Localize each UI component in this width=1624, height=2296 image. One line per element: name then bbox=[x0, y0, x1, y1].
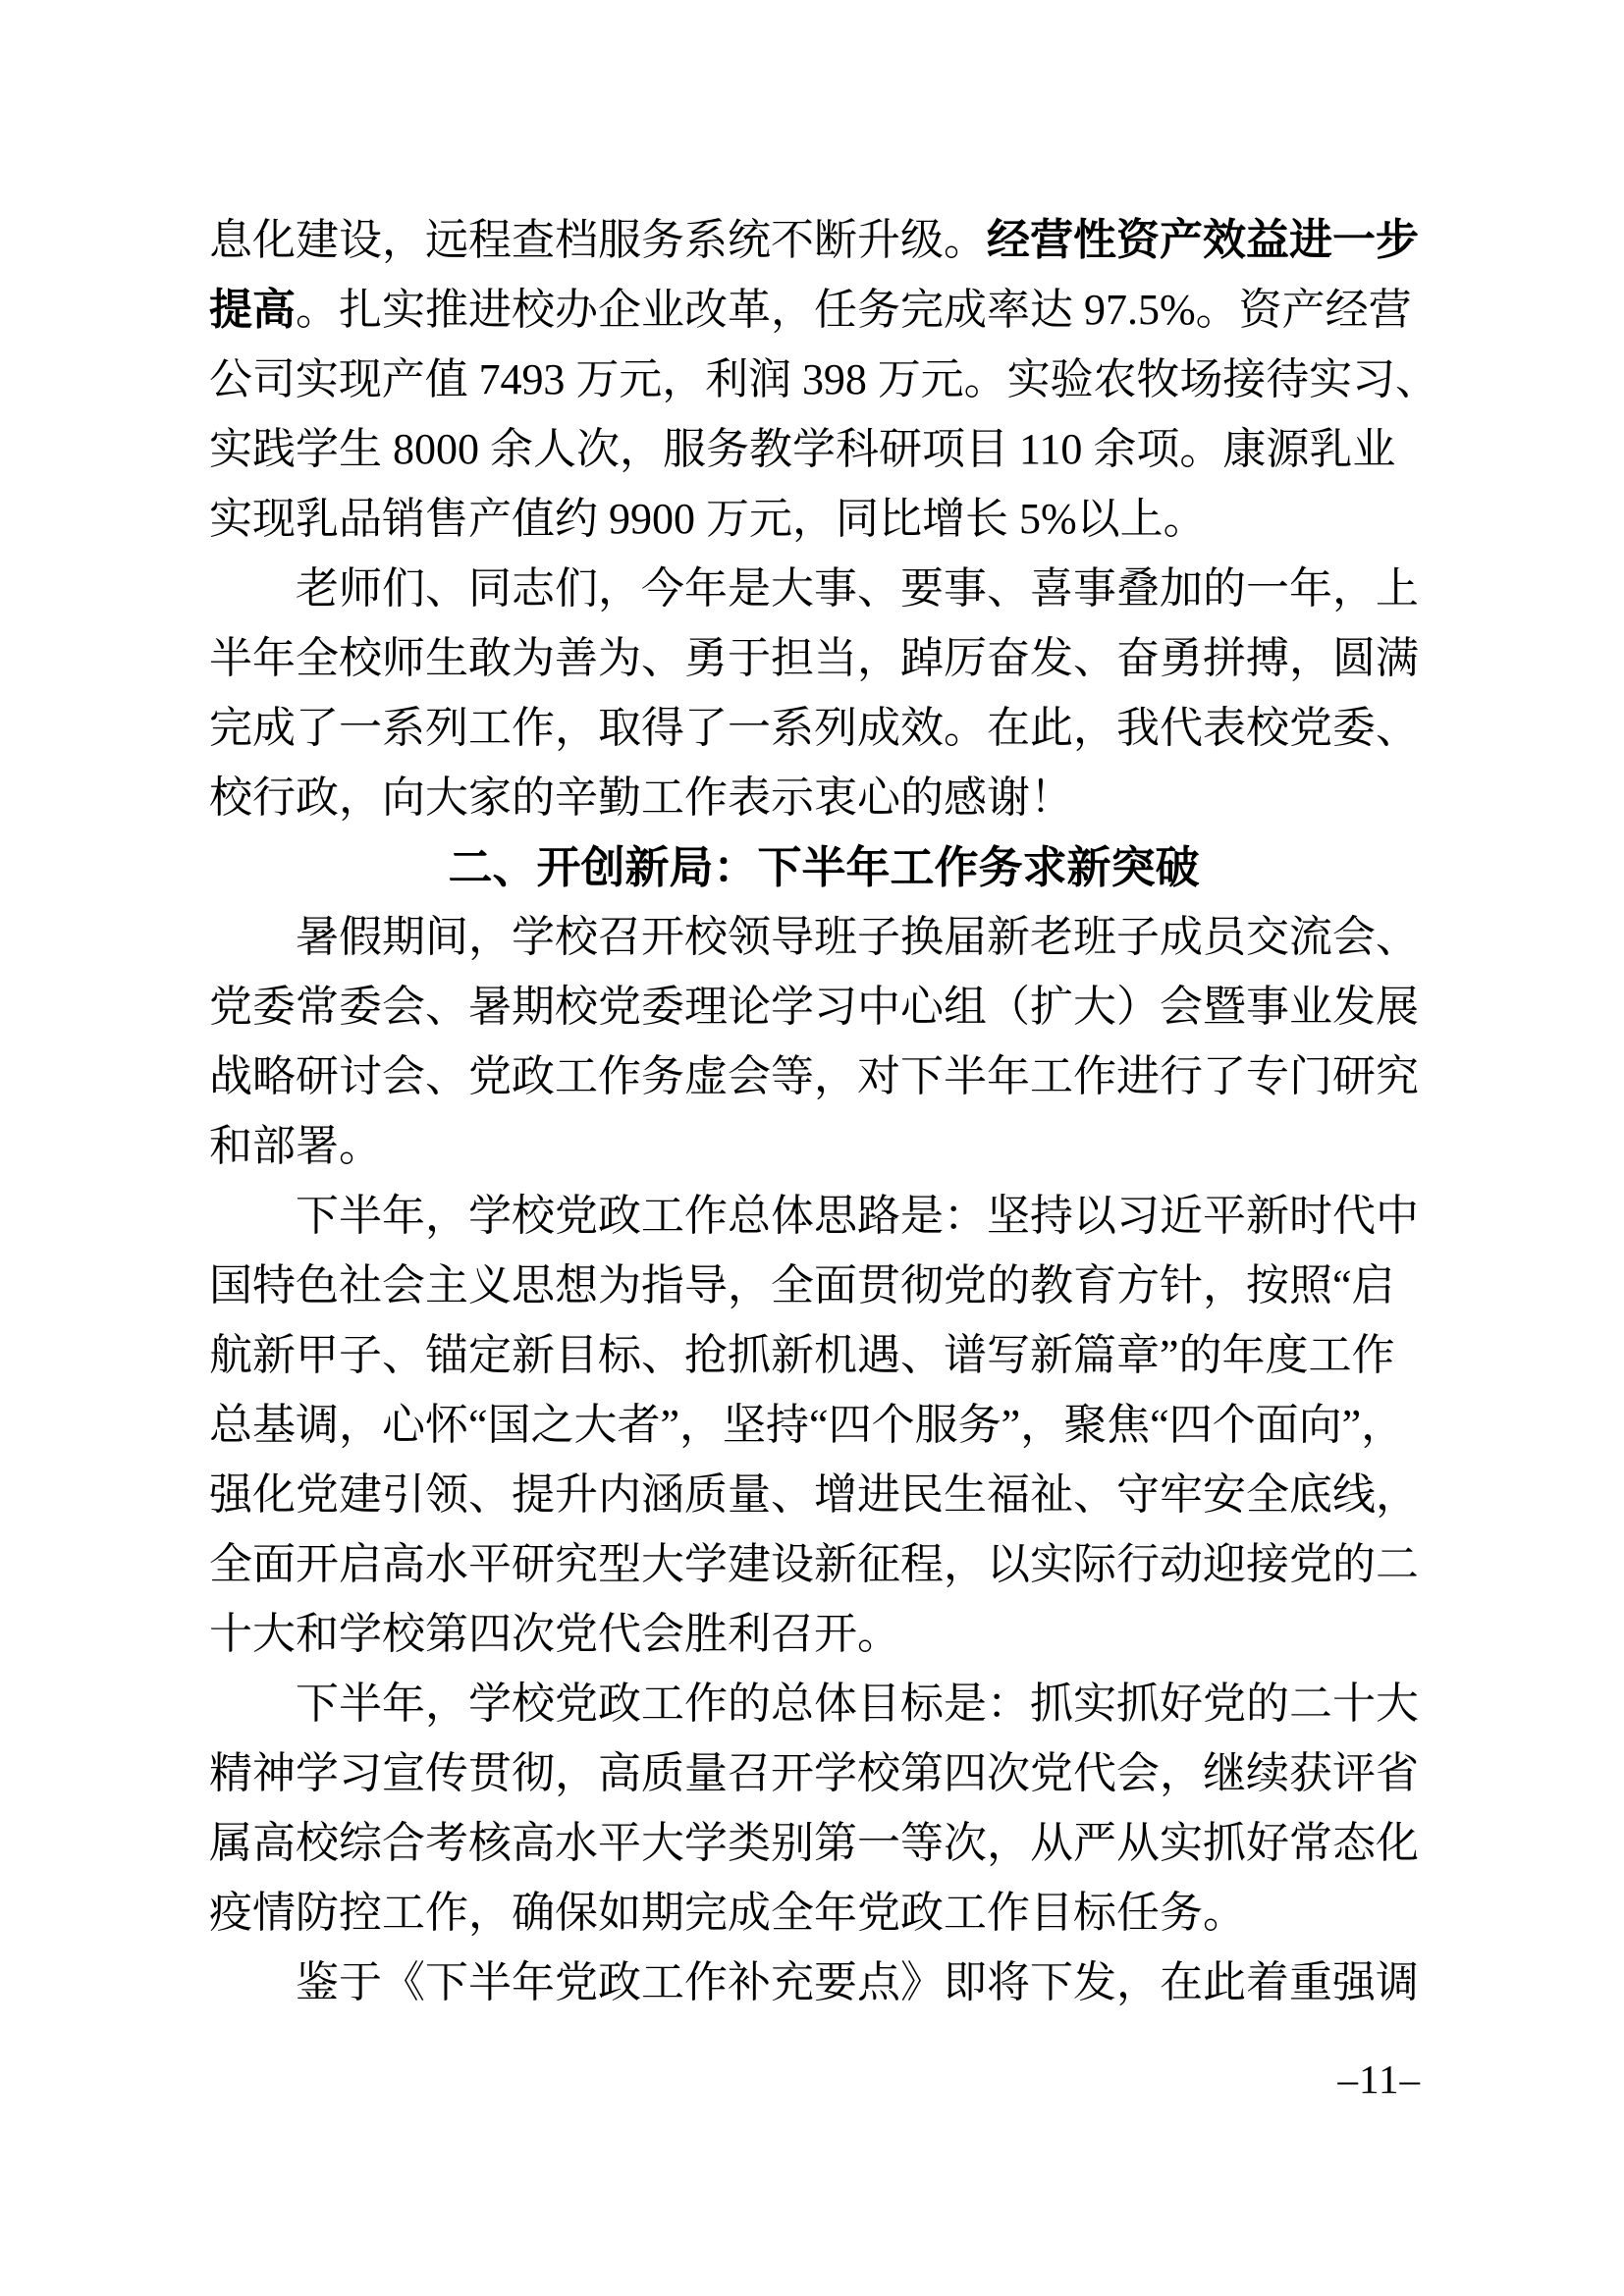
text-segment: 航新甲子、锚定新目标、抢抓新机遇、谱写新篇章”的年度工作 bbox=[209, 1331, 1395, 1379]
text-segment: 校行政，向大家的辛勤工作表示衷心的感谢！ bbox=[209, 774, 1073, 822]
section-heading bbox=[209, 832, 1438, 902]
text-line bbox=[209, 205, 1438, 275]
text-segment: 老师们、同志们，今年是大事、要事、喜事叠加的一年，上 bbox=[296, 564, 1419, 613]
text-line bbox=[209, 1599, 1438, 1669]
text-segment: 国特色社会主义思想为指导，全面贯彻党的教育方针，按照“启 bbox=[209, 1261, 1395, 1309]
text-segment: 总基调，心怀“国之大者”，坚持“四个服务”，聚焦“四个面向”， bbox=[209, 1401, 1405, 1449]
text-segment: 鉴于《下半年党政工作补充要点》即将下发，在此着重强调 bbox=[296, 1958, 1419, 2006]
text-segment: 暑假期间，学校召开校领导班子换届新老班子成员交流会、 bbox=[296, 913, 1419, 961]
text-line bbox=[209, 1460, 1438, 1529]
text-line bbox=[209, 1251, 1438, 1320]
text-line bbox=[209, 763, 1438, 832]
text-segment: 下半年，学校党政工作总体思路是：坚持以习近平新时代中 bbox=[296, 1192, 1419, 1240]
document-body bbox=[209, 205, 1438, 2017]
page-number: –11– bbox=[1337, 2056, 1421, 2102]
text-line bbox=[209, 1041, 1438, 1111]
text-segment: 疫情防控工作，确保如期完成全年党政工作目标任务。 bbox=[209, 1889, 1246, 1937]
text-segment: 战略研讨会、党政工作务虚会等，对下半年工作进行了专门研究 bbox=[209, 1052, 1419, 1100]
text-segment: 全面开启高水平研究型大学建设新征程，以实际行动迎接党的二 bbox=[209, 1540, 1419, 1588]
text-line bbox=[209, 693, 1438, 763]
text-segment: 完成了一系列工作，取得了一系列成效。在此，我代表校党委、 bbox=[209, 704, 1419, 752]
text-line bbox=[209, 902, 1438, 972]
text-segment: 息化建设，远程查档服务系统不断升级。 bbox=[209, 216, 987, 264]
text-segment: 党委常委会、暑期校党委理论学习中心组（扩大）会暨事业发展 bbox=[209, 983, 1419, 1031]
text-line bbox=[209, 414, 1438, 484]
text-line bbox=[209, 1808, 1438, 1878]
text-line bbox=[209, 1390, 1438, 1460]
text-segment: 实现乳品销售产值约 9900 万元，同比增长 5%以上。 bbox=[209, 495, 1207, 543]
text-line bbox=[209, 554, 1438, 623]
text-segment: 公司实现产值 7493 万元，利润 398 万元。实验农牧场接待实习、 bbox=[209, 355, 1438, 403]
text-segment: 实践学生 8000 余人次，服务教学科研项目 110 余项。康源乳业 bbox=[209, 425, 1396, 473]
text-line bbox=[209, 484, 1438, 554]
text-line bbox=[209, 1529, 1438, 1599]
text-line bbox=[209, 1111, 1438, 1181]
text-segment: 属高校综合考核高水平大学类别第一等次，从严从实抓好常态化 bbox=[209, 1819, 1419, 1867]
text-segment: 和部署。 bbox=[209, 1122, 382, 1170]
bold-text: 二、开创新局：下半年工作务求新突破 bbox=[448, 842, 1200, 892]
text-segment: 强化党建引领、提升内涵质量、增进民生福祉、守牢安全底线， bbox=[209, 1470, 1419, 1519]
text-segment: 。扎实推进校办企业改革，任务完成率达 97.5%。资产经营 bbox=[296, 286, 1412, 334]
text-line bbox=[209, 1878, 1438, 1948]
text-line bbox=[209, 972, 1438, 1041]
text-line bbox=[209, 275, 1438, 345]
text-line bbox=[209, 1320, 1438, 1390]
text-line bbox=[209, 345, 1438, 414]
text-line bbox=[209, 623, 1438, 693]
text-segment: 十大和学校第四次党代会胜利召开。 bbox=[209, 1610, 900, 1658]
text-line bbox=[209, 1669, 1438, 1738]
text-segment: 精神学习宣传贯彻，高质量召开学校第四次党代会，继续获评省 bbox=[209, 1749, 1419, 1797]
text-line bbox=[209, 1738, 1438, 1808]
text-segment: 下半年，学校党政工作的总体目标是：抓实抓好党的二十大 bbox=[296, 1680, 1419, 1728]
bold-text: 提高 bbox=[209, 286, 296, 334]
text-line bbox=[209, 1181, 1438, 1251]
text-segment: 半年全校师生敢为善为、勇于担当，踔厉奋发、奋勇拼搏，圆满 bbox=[209, 634, 1419, 682]
bold-text: 经营性资产效益进一步 bbox=[987, 216, 1419, 264]
text-line bbox=[209, 1948, 1438, 2017]
